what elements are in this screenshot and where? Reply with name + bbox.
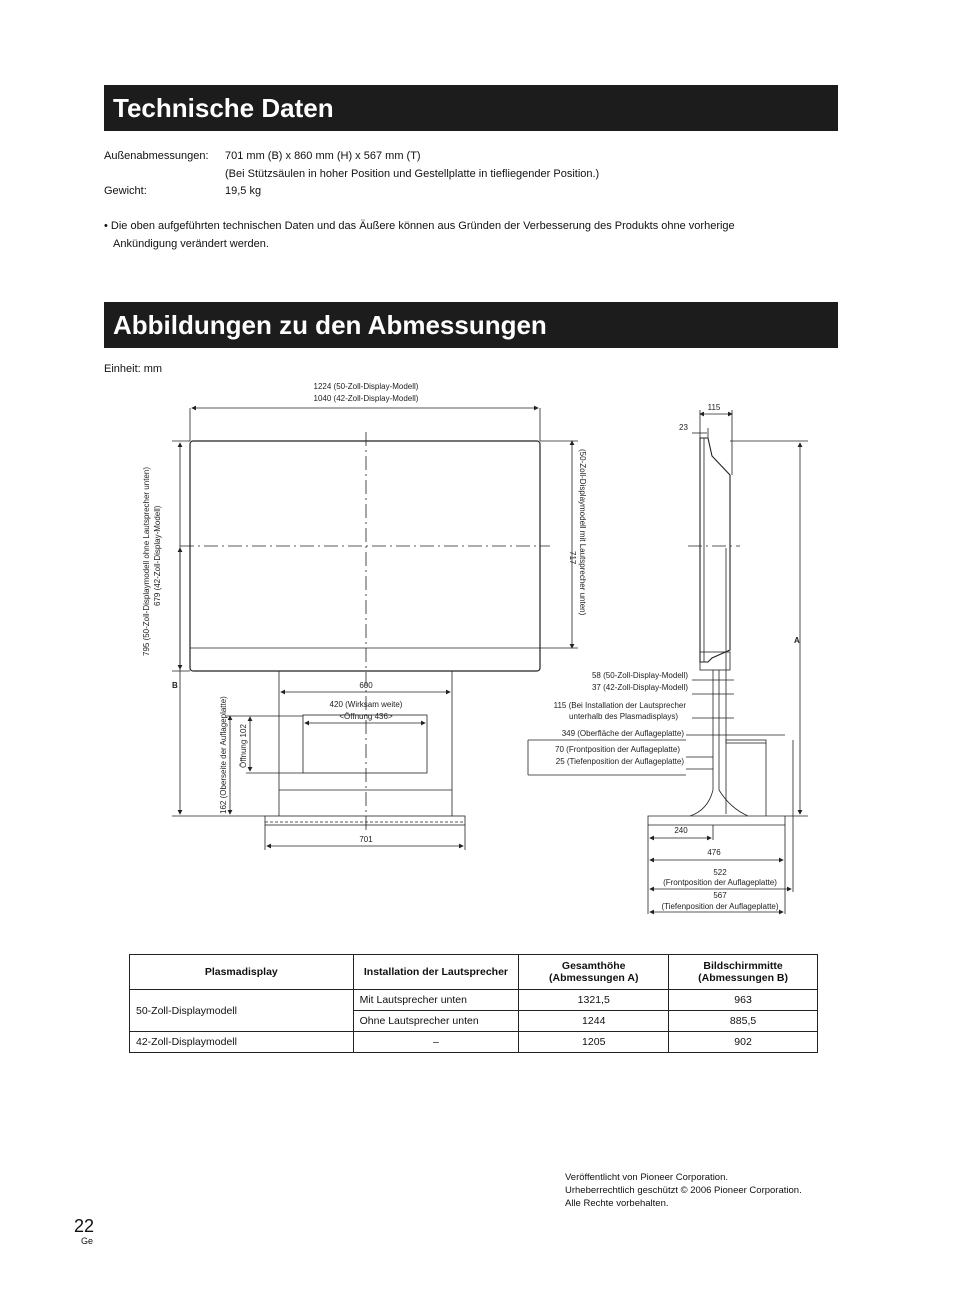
spec-label-dimensions: Außenabmessungen: (104, 150, 209, 162)
label-717-note: (50-Zoll-Displaymodell mit Lautsprecher unten) (578, 449, 587, 616)
header-gesamthoehe: Gesamthöhe (Abmessungen A) (519, 955, 669, 990)
label-522-note: (Frontposition der Auflageplatte) (663, 878, 777, 887)
section-title-abmessungen: Abbildungen zu den Abmessungen (104, 302, 838, 348)
label-oeffnung-102: Öffnung 102 (239, 724, 248, 768)
cell-height-a: 1321,5 (519, 990, 669, 1011)
label-701: 701 (359, 835, 373, 844)
cell-install: – (353, 1032, 519, 1053)
label-115-speaker: 115 (Bei Installation der Lautsprecher (553, 701, 686, 710)
label-115-top: 115 (707, 403, 721, 412)
cell-center-b: 963 (669, 990, 818, 1011)
label-420: 420 (Wirksam weite) (329, 700, 403, 709)
publisher-line-2: Urheberrechtlich geschützt © 2006 Pioneer Corporation. (565, 1185, 802, 1196)
cell-model-42: 42-Zoll-Displaymodell (130, 1032, 354, 1053)
dimensions-table (129, 954, 818, 1053)
display-front-outline (190, 441, 540, 671)
section-title-technische-daten: Technische Daten (104, 85, 838, 131)
note-line-2: Ankündigung verändert werden. (113, 238, 269, 250)
cell-install: Ohne Lautsprecher unten (353, 1011, 519, 1032)
label-37: 37 (42-Zoll-Display-Modell) (591, 683, 688, 692)
publisher-line-1: Veröffentlicht von Pioneer Corporation. (565, 1172, 729, 1183)
page-language: Ge (81, 1236, 94, 1246)
label-349: 349 (Oberfläche der Auflageplatte) (561, 729, 684, 738)
label-70: 70 (Frontposition der Auflageplatte) (555, 745, 680, 754)
label-25: 25 (Tiefenposition der Auflageplatte) (555, 757, 684, 766)
spec-value-dimensions-note: (Bei Stützsäulen in hoher Position und Gestellplatte in tiefliegender Position.) (225, 168, 600, 180)
stand-base-side (648, 816, 785, 825)
header-installation: Installation der Lautsprecher (353, 955, 519, 990)
cell-center-b: 885,5 (669, 1011, 818, 1032)
table-header-row (130, 955, 818, 990)
label-height-795: 795 (50-Zoll-Displaymodell ohne Lautsprecher unten) (142, 467, 151, 656)
spec-value-weight: 19,5 kg (225, 185, 262, 197)
label-a: A (794, 636, 800, 645)
mounting-opening (303, 715, 427, 773)
label-b: B (172, 681, 178, 690)
label-oeffnung-436: <Öffnung 436> (339, 712, 393, 721)
label-58: 58 (50-Zoll-Display-Modell) (591, 671, 688, 680)
label-height-679: 679 (42-Zoll-Display-Modell) (153, 505, 162, 606)
display-side-outline (700, 438, 730, 662)
label-717: 717 (568, 551, 577, 565)
label-476: 476 (707, 848, 721, 857)
label-162: 162 (Oberseite der Auflageplatte) (219, 696, 228, 814)
label-23: 23 (679, 423, 688, 432)
cell-height-a: 1244 (519, 1011, 669, 1032)
label-522: 522 (713, 868, 727, 877)
label-600: 600 (359, 681, 373, 690)
page-number: 22 (74, 1216, 95, 1236)
label-115-speaker-2: unterhalb des Plasmadisplays) (569, 712, 678, 721)
label-567-note: (Tiefenposition der Auflageplatte) (661, 902, 779, 911)
side-speaker (700, 652, 730, 670)
cell-center-b: 902 (669, 1032, 818, 1053)
note-line-1: • Die oben aufgeführten technischen Daten und das Äußere können aus Gründen der Verbesserung des Produkts ohne vorherige (104, 220, 735, 232)
spec-label-weight: Gewicht: (104, 185, 147, 197)
label-567: 567 (713, 891, 727, 900)
publisher-info (565, 1171, 802, 1210)
table-row (130, 1032, 818, 1053)
spec-value-dimensions: 701 mm (B) x 860 mm (H) x 567 mm (T) (225, 150, 421, 162)
stand-base-front (265, 816, 465, 825)
label-240: 240 (674, 826, 688, 835)
publisher-line-3: Alle Rechte vorbehalten. (565, 1198, 669, 1209)
cell-height-a: 1205 (519, 1032, 669, 1053)
cell-install: Mit Lautsprecher unten (353, 990, 519, 1011)
cell-model-50: 50-Zoll-Displaymodell (130, 990, 354, 1032)
table-row (130, 990, 818, 1011)
unit-label: Einheit: mm (104, 363, 163, 375)
header-plasmadisplay: Plasmadisplay (130, 955, 354, 990)
header-bildschirmmitte: Bildschirmmitte (Abmessungen B) (669, 955, 818, 990)
label-width-42: 1040 (42-Zoll-Display-Modell) (313, 394, 419, 403)
label-width-50: 1224 (50-Zoll-Display-Modell) (313, 382, 419, 391)
